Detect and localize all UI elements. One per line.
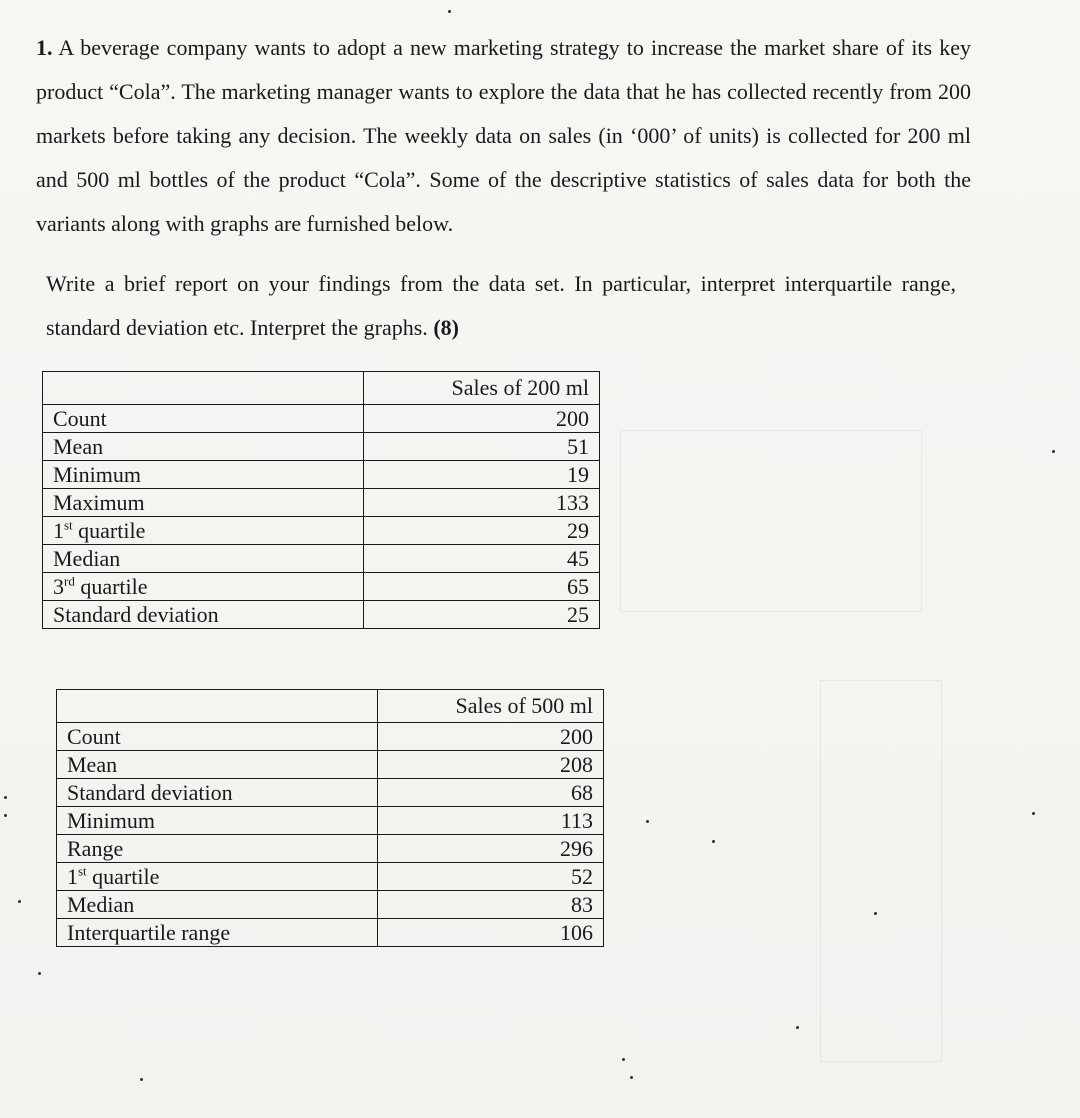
ordinal-number: 1 — [67, 864, 78, 889]
row-value: 29 — [364, 517, 600, 545]
scan-speck — [4, 814, 7, 817]
row-label-text: quartile — [92, 864, 160, 889]
row-label-text: quartile — [80, 574, 148, 599]
table-row — [57, 835, 604, 863]
row-label: Minimum — [43, 461, 364, 489]
table-row — [57, 751, 604, 779]
row-label: Count — [57, 723, 378, 751]
instruction-paragraph — [46, 262, 956, 350]
ordinal-number: 1 — [53, 518, 64, 543]
row-label: Standard deviation — [43, 601, 364, 629]
row-label — [43, 573, 364, 601]
scan-speck — [874, 912, 877, 915]
row-value: 113 — [378, 807, 604, 835]
marks-label: (8) — [433, 315, 459, 340]
scan-speck — [18, 900, 21, 903]
row-value: 25 — [364, 601, 600, 629]
row-value: 133 — [364, 489, 600, 517]
scan-speck — [1032, 812, 1035, 815]
scan-speck — [712, 840, 715, 843]
row-label: Count — [43, 405, 364, 433]
row-value: 296 — [378, 835, 604, 863]
row-label: Median — [43, 545, 364, 573]
sales-200ml-table — [42, 371, 600, 629]
table-row — [43, 489, 600, 517]
row-label: Median — [57, 891, 378, 919]
table-header-row — [43, 372, 600, 405]
row-label: Interquartile range — [57, 919, 378, 947]
table-row — [43, 433, 600, 461]
row-label: Standard deviation — [57, 779, 378, 807]
scan-speck — [630, 1076, 633, 1079]
table-row — [43, 601, 600, 629]
row-label: Minimum — [57, 807, 378, 835]
ordinal-suffix: st — [78, 863, 87, 879]
ordinal-suffix: st — [64, 517, 73, 533]
question-paragraph — [36, 26, 971, 246]
bleed-through-mark — [620, 430, 922, 612]
scan-speck — [448, 10, 451, 13]
table-row — [43, 573, 600, 601]
table-row — [57, 723, 604, 751]
scan-speck — [38, 972, 41, 975]
row-value: 45 — [364, 545, 600, 573]
row-value: 83 — [378, 891, 604, 919]
question-text: A beverage company wants to adopt a new marketing strategy to increase the market share of its key product “Cola”. The marketing manager wants to explore the data that he has collected recently from 200 markets before taking any decision. The weekly data on sales (in ‘000’ of units) is collected for 200 ml and 500 ml bottles of the product “Cola”. Some of the descriptive statistics of sales data for both the variants along with graphs are furnished below. — [36, 35, 971, 236]
table-row — [57, 779, 604, 807]
row-value: 106 — [378, 919, 604, 947]
sales-500ml-table — [56, 689, 604, 947]
table-row — [43, 405, 600, 433]
table-row — [57, 919, 604, 947]
scan-speck — [4, 796, 7, 799]
table-row — [43, 517, 600, 545]
table-row — [57, 863, 604, 891]
row-value: 65 — [364, 573, 600, 601]
scan-speck — [796, 1026, 799, 1029]
ordinal-suffix: rd — [64, 573, 75, 589]
row-value: 68 — [378, 779, 604, 807]
table-header: Sales of 500 ml — [378, 690, 604, 723]
table-row — [43, 461, 600, 489]
question-number: 1. — [36, 35, 53, 60]
table-header: Sales of 200 ml — [364, 372, 600, 405]
scan-speck — [622, 1058, 625, 1061]
instruction-text: Write a brief report on your findings from the data set. In particular, interpret interquartile range, standard deviation etc. Interpret the graphs. — [46, 271, 956, 340]
row-label: Range — [57, 835, 378, 863]
row-label: Maximum — [43, 489, 364, 517]
bleed-through-mark — [820, 680, 942, 1062]
row-label — [43, 517, 364, 545]
row-value: 52 — [378, 863, 604, 891]
row-value: 19 — [364, 461, 600, 489]
row-label: Mean — [57, 751, 378, 779]
table-row — [57, 891, 604, 919]
row-value: 51 — [364, 433, 600, 461]
table-row — [57, 807, 604, 835]
row-label: Mean — [43, 433, 364, 461]
table-row — [43, 545, 600, 573]
row-value: 200 — [364, 405, 600, 433]
scan-speck — [140, 1078, 143, 1081]
row-label-text: quartile — [78, 518, 146, 543]
header-blank-cell — [57, 690, 378, 723]
row-label — [57, 863, 378, 891]
header-blank-cell — [43, 372, 364, 405]
ordinal-number: 3 — [53, 574, 64, 599]
scan-speck — [646, 820, 649, 823]
table-header-row — [57, 690, 604, 723]
scan-speck — [1052, 450, 1055, 453]
row-value: 208 — [378, 751, 604, 779]
row-value: 200 — [378, 723, 604, 751]
